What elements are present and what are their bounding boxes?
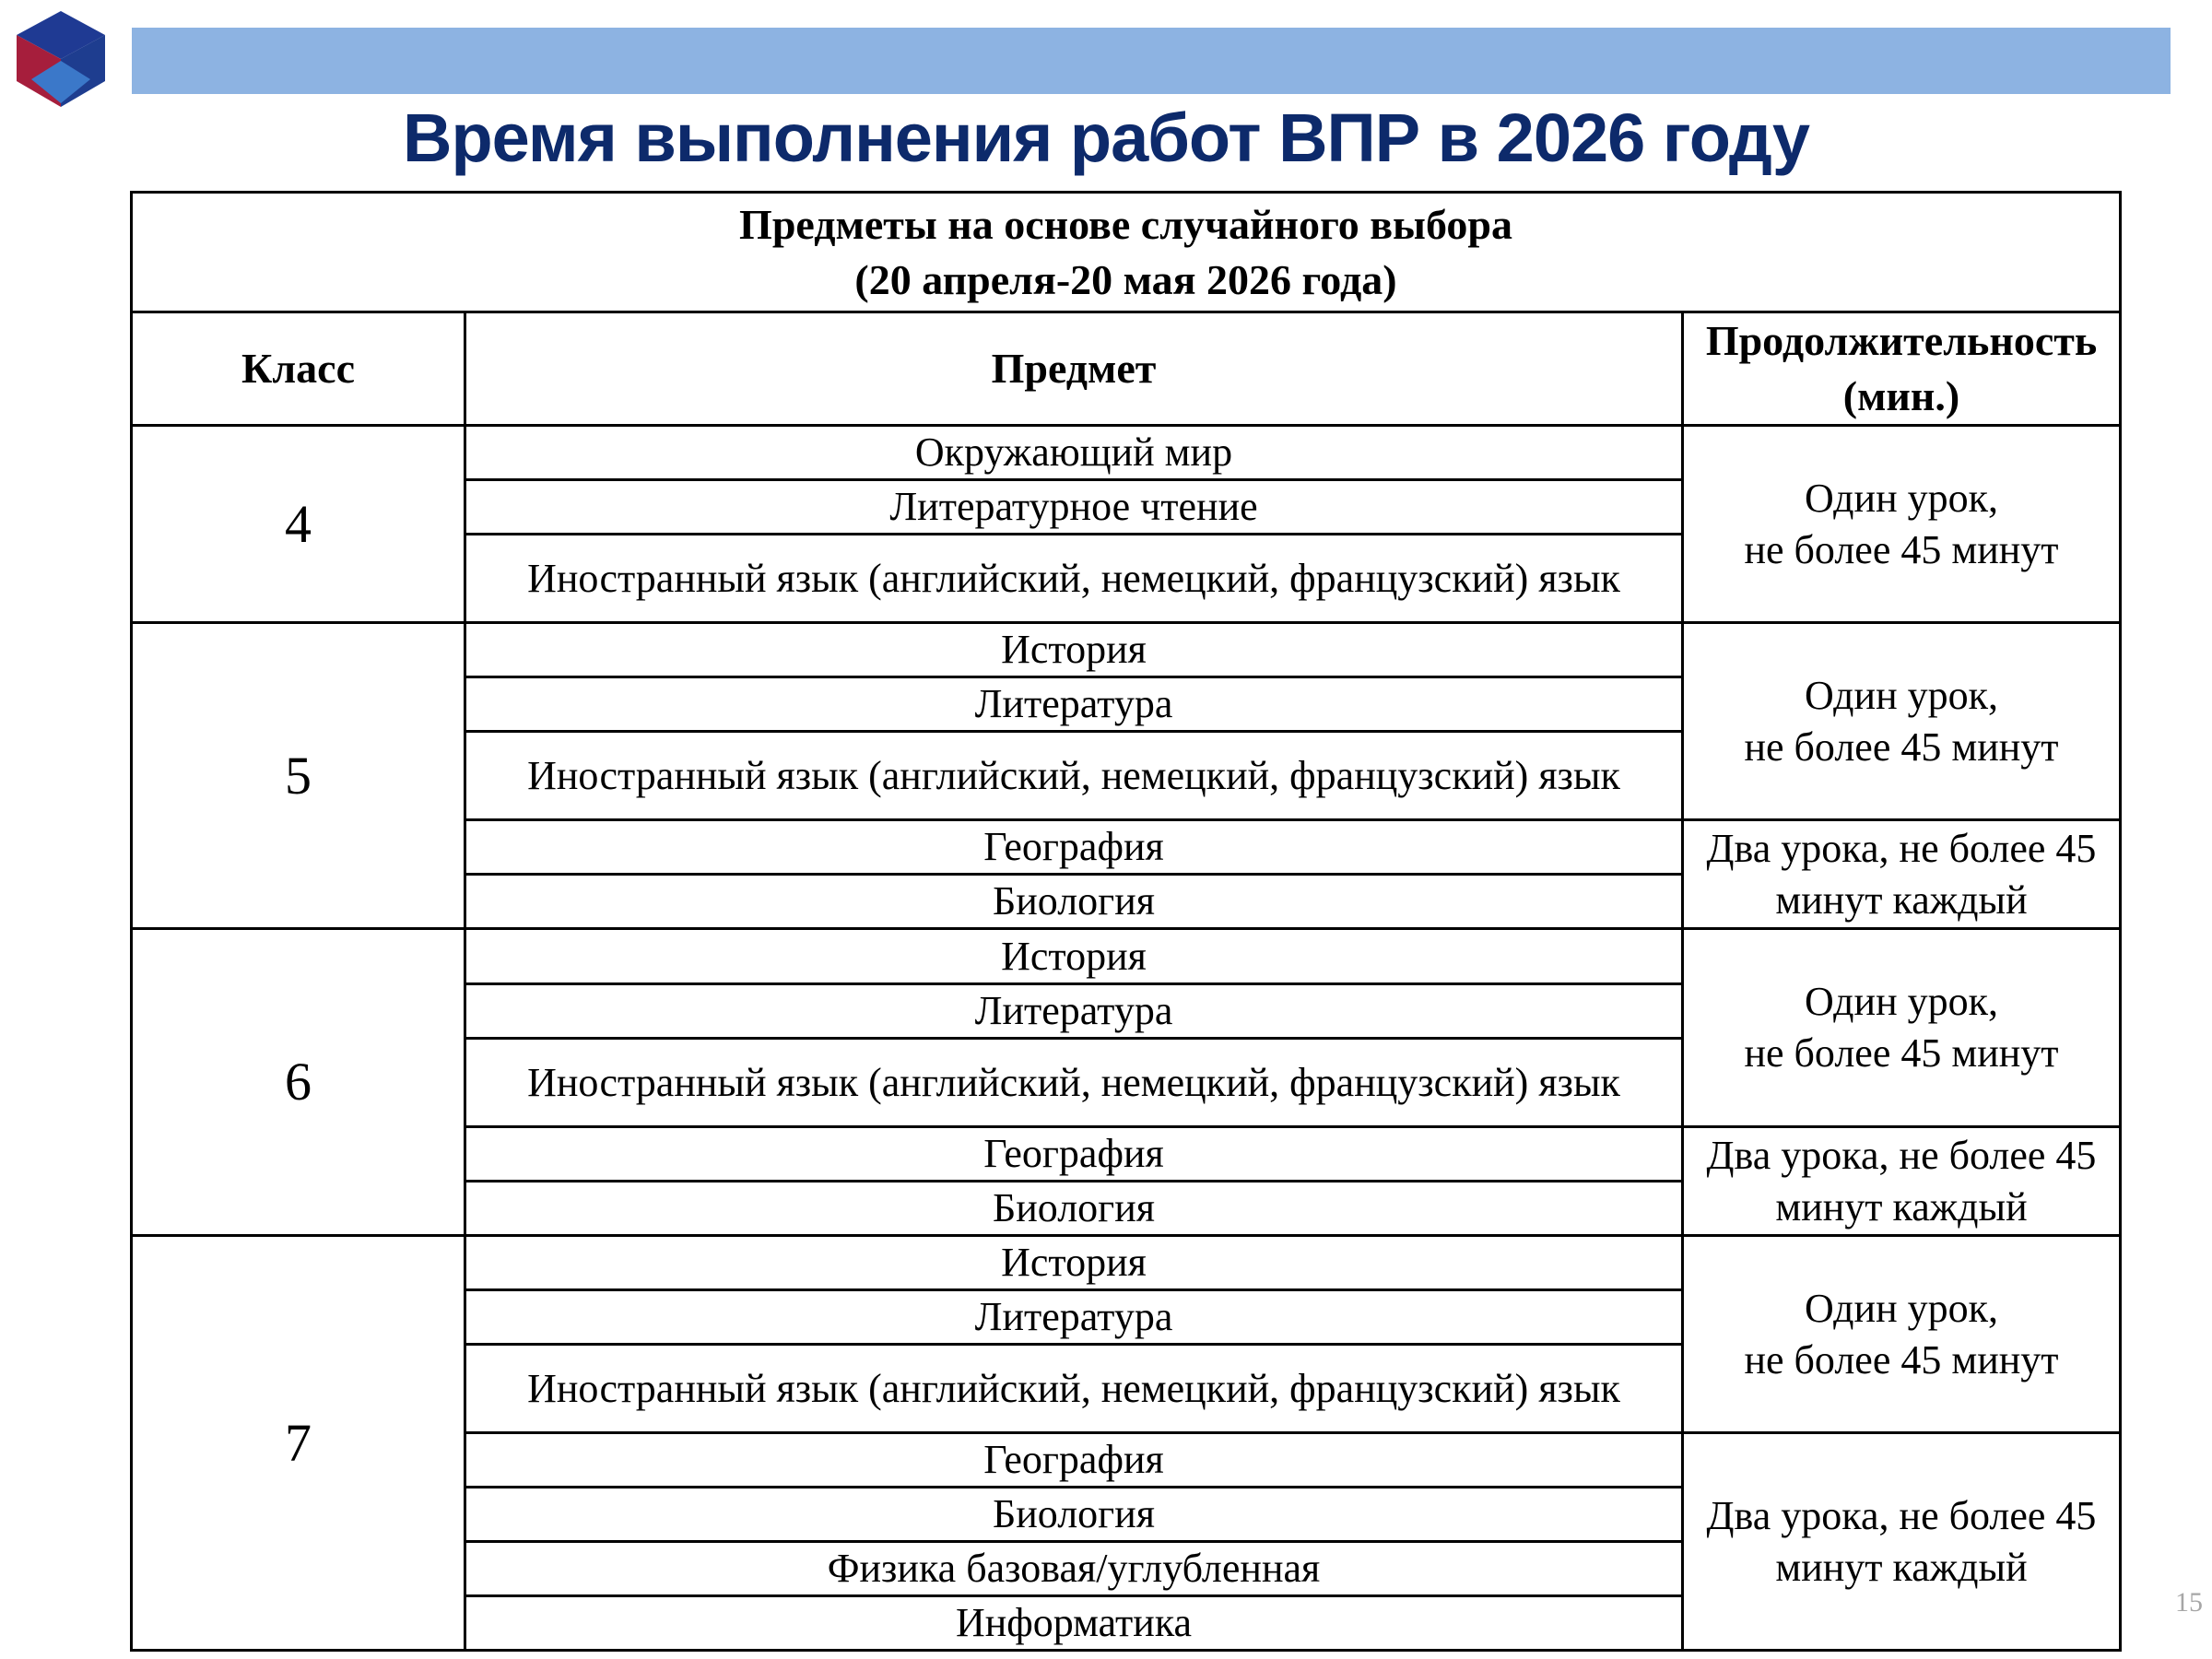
grade-cell-6: 6: [132, 929, 465, 1236]
subject-cell: Иностранный язык (английский, немецкий, французский) язык: [465, 535, 1683, 623]
duration-line-1: Один урок,: [1804, 1285, 1999, 1331]
table-row: [132, 929, 2121, 984]
page-title: Время выполнения работ ВПР в 2026 году: [403, 100, 1809, 176]
duration-cell: [1683, 426, 2121, 623]
subject-cell: Физика базовая/углубленная: [465, 1542, 1683, 1596]
grade-cell-7: 7: [132, 1236, 465, 1651]
table-caption-row: [132, 193, 2121, 312]
table-row: [132, 623, 2121, 677]
page-number: 15: [2175, 1587, 2203, 1618]
vpr-schedule-table: [130, 191, 2122, 1652]
subject-cell: История: [465, 929, 1683, 984]
duration-line-2: минут каждый: [1775, 1183, 2028, 1230]
duration-line-2: не более 45 минут: [1744, 526, 2059, 572]
subject-cell: Биология: [465, 875, 1683, 929]
grade-cell-4: 4: [132, 426, 465, 623]
duration-line-2: минут каждый: [1775, 1544, 2028, 1590]
subject-cell: Информатика: [465, 1596, 1683, 1651]
table-caption: [132, 193, 2121, 312]
table-row: [132, 426, 2121, 480]
duration-line-1: Один урок,: [1804, 979, 1999, 1024]
subject-cell: История: [465, 1236, 1683, 1290]
header-bar: [132, 28, 2171, 94]
table-row: [132, 1236, 2121, 1290]
header-grade: Класс: [132, 312, 465, 426]
subject-cell: География: [465, 1433, 1683, 1488]
duration-line-1: Два урока, не более 45: [1706, 1492, 2097, 1538]
subject-cell: Литература: [465, 1290, 1683, 1345]
caption-line-2: (20 апреля-20 мая 2026 года): [854, 255, 1397, 303]
subject-cell: Биология: [465, 1182, 1683, 1236]
subject-cell: География: [465, 1127, 1683, 1182]
subject-cell: Литература: [465, 984, 1683, 1039]
grade-cell-5: 5: [132, 623, 465, 929]
duration-cell: [1683, 1127, 2121, 1236]
header-duration: [1683, 312, 2121, 426]
subject-cell: История: [465, 623, 1683, 677]
duration-line-2: не более 45 минут: [1744, 1030, 2059, 1076]
subject-cell: Иностранный язык (английский, немецкий, французский) язык: [465, 1039, 1683, 1127]
header-subject: Предмет: [465, 312, 1683, 426]
subject-cell: Литературное чтение: [465, 480, 1683, 535]
duration-cell: [1683, 623, 2121, 820]
header-duration-line-2: (мин.): [1842, 372, 1960, 419]
subject-cell: География: [465, 820, 1683, 875]
subject-cell: Литература: [465, 677, 1683, 732]
subject-cell: Иностранный язык (английский, немецкий, французский) язык: [465, 1345, 1683, 1433]
column-header-row: [132, 312, 2121, 426]
duration-cell: [1683, 1433, 2121, 1651]
subject-cell: Биология: [465, 1488, 1683, 1542]
subject-cell: Иностранный язык (английский, немецкий, французский) язык: [465, 732, 1683, 820]
caption-line-1: Предметы на основе случайного выбора: [739, 200, 1512, 248]
duration-line-1: Два урока, не более 45: [1706, 1132, 2097, 1178]
duration-line-2: минут каждый: [1775, 877, 2028, 923]
duration-line-1: Один урок,: [1804, 672, 1999, 718]
header-duration-line-1: Продолжительность: [1705, 317, 2098, 364]
duration-cell: [1683, 929, 2121, 1127]
duration-cell: [1683, 820, 2121, 929]
duration-line-1: Один урок,: [1804, 475, 1999, 521]
subject-cell: Окружающий мир: [465, 426, 1683, 480]
duration-line-2: не более 45 минут: [1744, 1336, 2059, 1382]
duration-line-2: не более 45 минут: [1744, 724, 2059, 770]
duration-line-1: Два урока, не более 45: [1706, 825, 2097, 871]
duration-cell: [1683, 1236, 2121, 1433]
